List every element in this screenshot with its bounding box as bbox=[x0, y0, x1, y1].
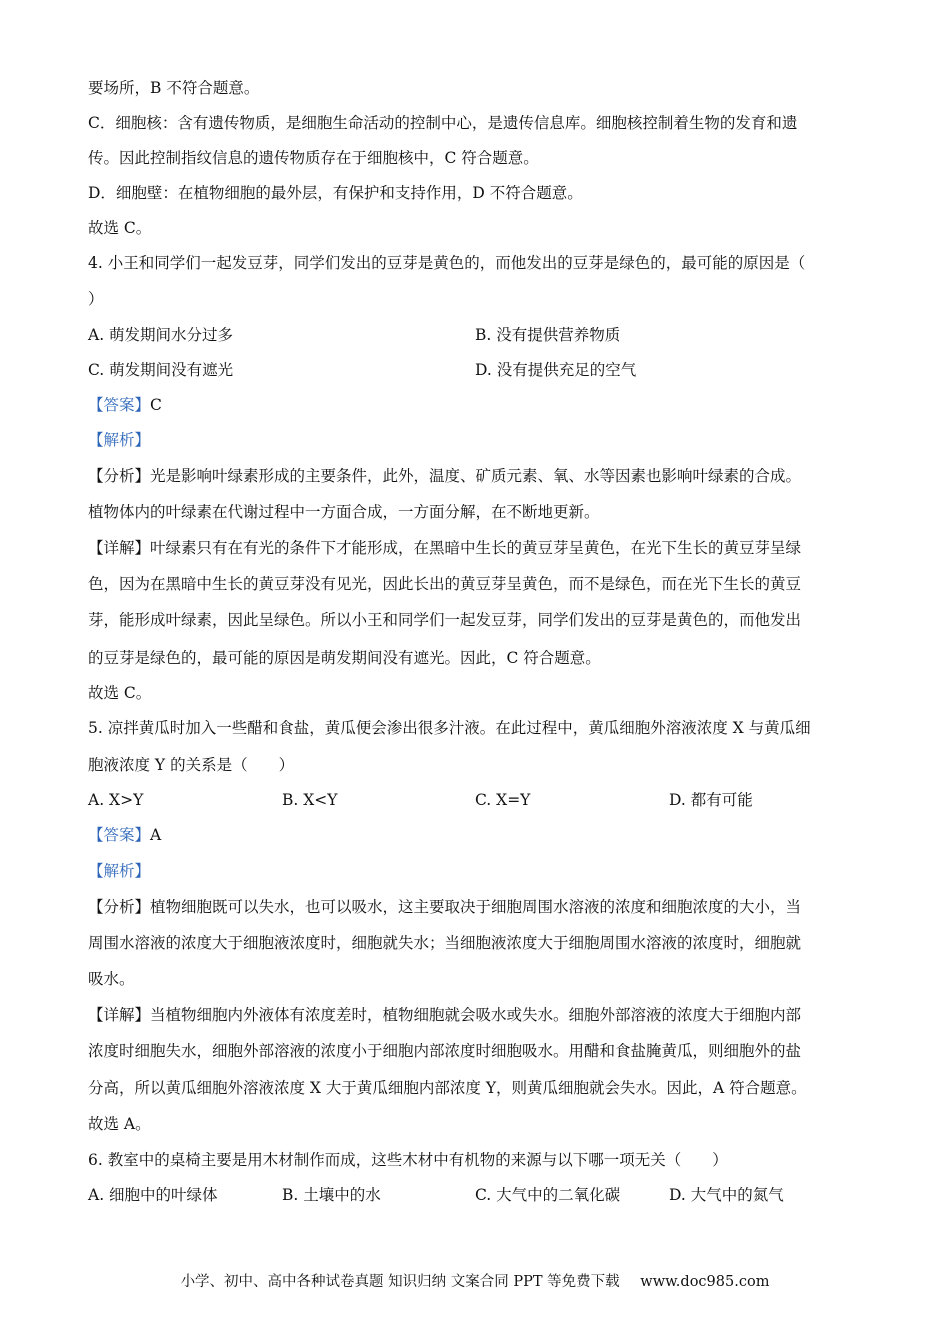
q5-analysis-heading bbox=[88, 861, 863, 881]
analysis-tag: 【解析】 bbox=[88, 862, 151, 880]
text-line: 要场所，B 不符合题意。 bbox=[88, 79, 260, 97]
q4-fenxi-line bbox=[88, 466, 863, 486]
q4-xiangjie-line bbox=[88, 538, 863, 558]
q4-xiangjie-line: 芽，能形成叶绿素，因此呈绿色。所以小王和同学们一起发豆芽，同学们发出的豆芽是黄色的，而他发出 bbox=[88, 611, 802, 629]
question-4-stem: 4. 小王和同学们一起发豆芽，同学们发出的豆芽是黄色的，而他发出的豆芽是绿色的，最可能的原因是（ bbox=[88, 254, 806, 272]
xiangjie-text: 当植物细胞内外液体有浓度差时，植物细胞就会吸水或失水。细胞外部溶液的浓度大于细胞内部 bbox=[150, 1006, 802, 1024]
answer-tag: 【答案】 bbox=[88, 396, 151, 414]
fenxi-tag: 【分析】 bbox=[88, 898, 151, 916]
fenxi-text: 植物细胞既可以失水，也可以吸水，这主要取决于细胞周围水溶液的浓度和细胞浓度的大小，当 bbox=[150, 898, 802, 916]
q4-conclusion: 故选 C。 bbox=[88, 684, 152, 702]
question-6-stem: 6. 教室中的桌椅主要是用木材制作而成，这些木材中有机物的来源与以下哪一项无关（ ） bbox=[88, 1151, 728, 1169]
xiangjie-text: 叶绿素只有在有光的条件下才能形成，在黑暗中生长的黄豆芽呈黄色，在光下生长的黄豆芽呈绿 bbox=[150, 539, 802, 557]
answer-value: A bbox=[150, 826, 162, 844]
xiangjie-tag: 【详解】 bbox=[88, 1006, 151, 1024]
q5-option-d: D. 都有可能 bbox=[669, 791, 753, 809]
text-line: C．细胞核：含有遗传物质，是细胞生命活动的控制中心，是遗传信息库。细胞核控制着生物的发育和遗 bbox=[88, 114, 798, 132]
q5-fenxi-line: 周围水溶液的浓度大于细胞液浓度时，细胞就失水；当细胞液浓度大于细胞周围水溶液的浓度时，细胞就 bbox=[88, 934, 802, 952]
analysis-tag: 【解析】 bbox=[88, 431, 151, 449]
fenxi-tag: 【分析】 bbox=[88, 467, 151, 485]
footer-url[interactable]: www.doc985.com bbox=[640, 1274, 770, 1290]
q5-option-b: B. X<Y bbox=[282, 791, 338, 809]
q4-option-a: A. 萌发期间水分过多 bbox=[88, 326, 234, 344]
q4-option-b: B. 没有提供营养物质 bbox=[475, 326, 621, 344]
q5-xiangjie-line: 分高，所以黄瓜细胞外溶液浓度 X 大于黄瓜细胞内部浓度 Y，则黄瓜细胞就会失水。因此，A 符合题意。 bbox=[88, 1079, 807, 1097]
q6-option-d: D. 大气中的氮气 bbox=[669, 1186, 784, 1204]
fenxi-text: 光是影响叶绿素形成的主要条件，此外，温度、矿质元素、氧、水等因素也影响叶绿素的合成。 bbox=[150, 467, 802, 485]
xiangjie-tag: 【详解】 bbox=[88, 539, 151, 557]
q6-option-b: B. 土壤中的水 bbox=[282, 1186, 381, 1204]
text-line: 传。因此控制指纹信息的遗传物质存在于细胞核中，C 符合题意。 bbox=[88, 149, 539, 167]
q4-analysis-heading bbox=[88, 430, 863, 450]
q5-answer bbox=[88, 825, 863, 845]
conclusion-line: 故选 C。 bbox=[88, 219, 152, 237]
question-5-stem-cont: 胞液浓度 Y 的关系是（ ） bbox=[88, 756, 295, 774]
q5-fenxi-line bbox=[88, 897, 863, 917]
q4-fenxi-line: 植物体内的叶绿素在代谢过程中一方面合成，一方面分解，在不断地更新。 bbox=[88, 503, 600, 521]
question-4-stem-cont: ） bbox=[88, 290, 104, 308]
q6-option-c: C. 大气中的二氧化碳 bbox=[475, 1186, 621, 1204]
q4-answer bbox=[88, 395, 863, 415]
q5-option-c: C. X=Y bbox=[475, 791, 531, 809]
answer-tag: 【答案】 bbox=[88, 826, 151, 844]
text-line: D．细胞壁：在植物细胞的最外层，有保护和支持作用，D 不符合题意。 bbox=[88, 184, 583, 202]
q4-option-c: C. 萌发期间没有遮光 bbox=[88, 361, 234, 379]
q6-option-a: A. 细胞中的叶绿体 bbox=[88, 1186, 218, 1204]
q5-xiangjie-line bbox=[88, 1005, 863, 1025]
q5-xiangjie-line: 浓度时细胞失水，细胞外部溶液的浓度小于细胞内部浓度时细胞吸水。用醋和食盐腌黄瓜，则细胞外的盐 bbox=[88, 1042, 802, 1060]
q5-fenxi-line: 吸水。 bbox=[88, 970, 135, 988]
q4-xiangjie-line: 的豆芽是绿色的，最可能的原因是萌发期间没有遮光。因此，C 符合题意。 bbox=[88, 649, 601, 667]
q5-option-a: A. X>Y bbox=[88, 791, 144, 809]
footer-text: 小学、初中、高中各种试卷真题 知识归纳 文案合同 PPT 等免费下载 bbox=[180, 1274, 620, 1290]
page-footer bbox=[0, 1270, 950, 1291]
answer-value: C bbox=[150, 396, 162, 414]
q4-xiangjie-line: 色，因为在黑暗中生长的黄豆芽没有见光，因此长出的黄豆芽呈黄色，而不是绿色，而在光下生长的黄豆 bbox=[88, 575, 802, 593]
question-5-stem: 5. 凉拌黄瓜时加入一些醋和食盐，黄瓜便会渗出很多汁液。在此过程中，黄瓜细胞外溶液浓度 X 与黄瓜细 bbox=[88, 719, 811, 737]
q4-option-d: D. 没有提供充足的空气 bbox=[475, 361, 637, 379]
q5-conclusion: 故选 A。 bbox=[88, 1115, 151, 1133]
